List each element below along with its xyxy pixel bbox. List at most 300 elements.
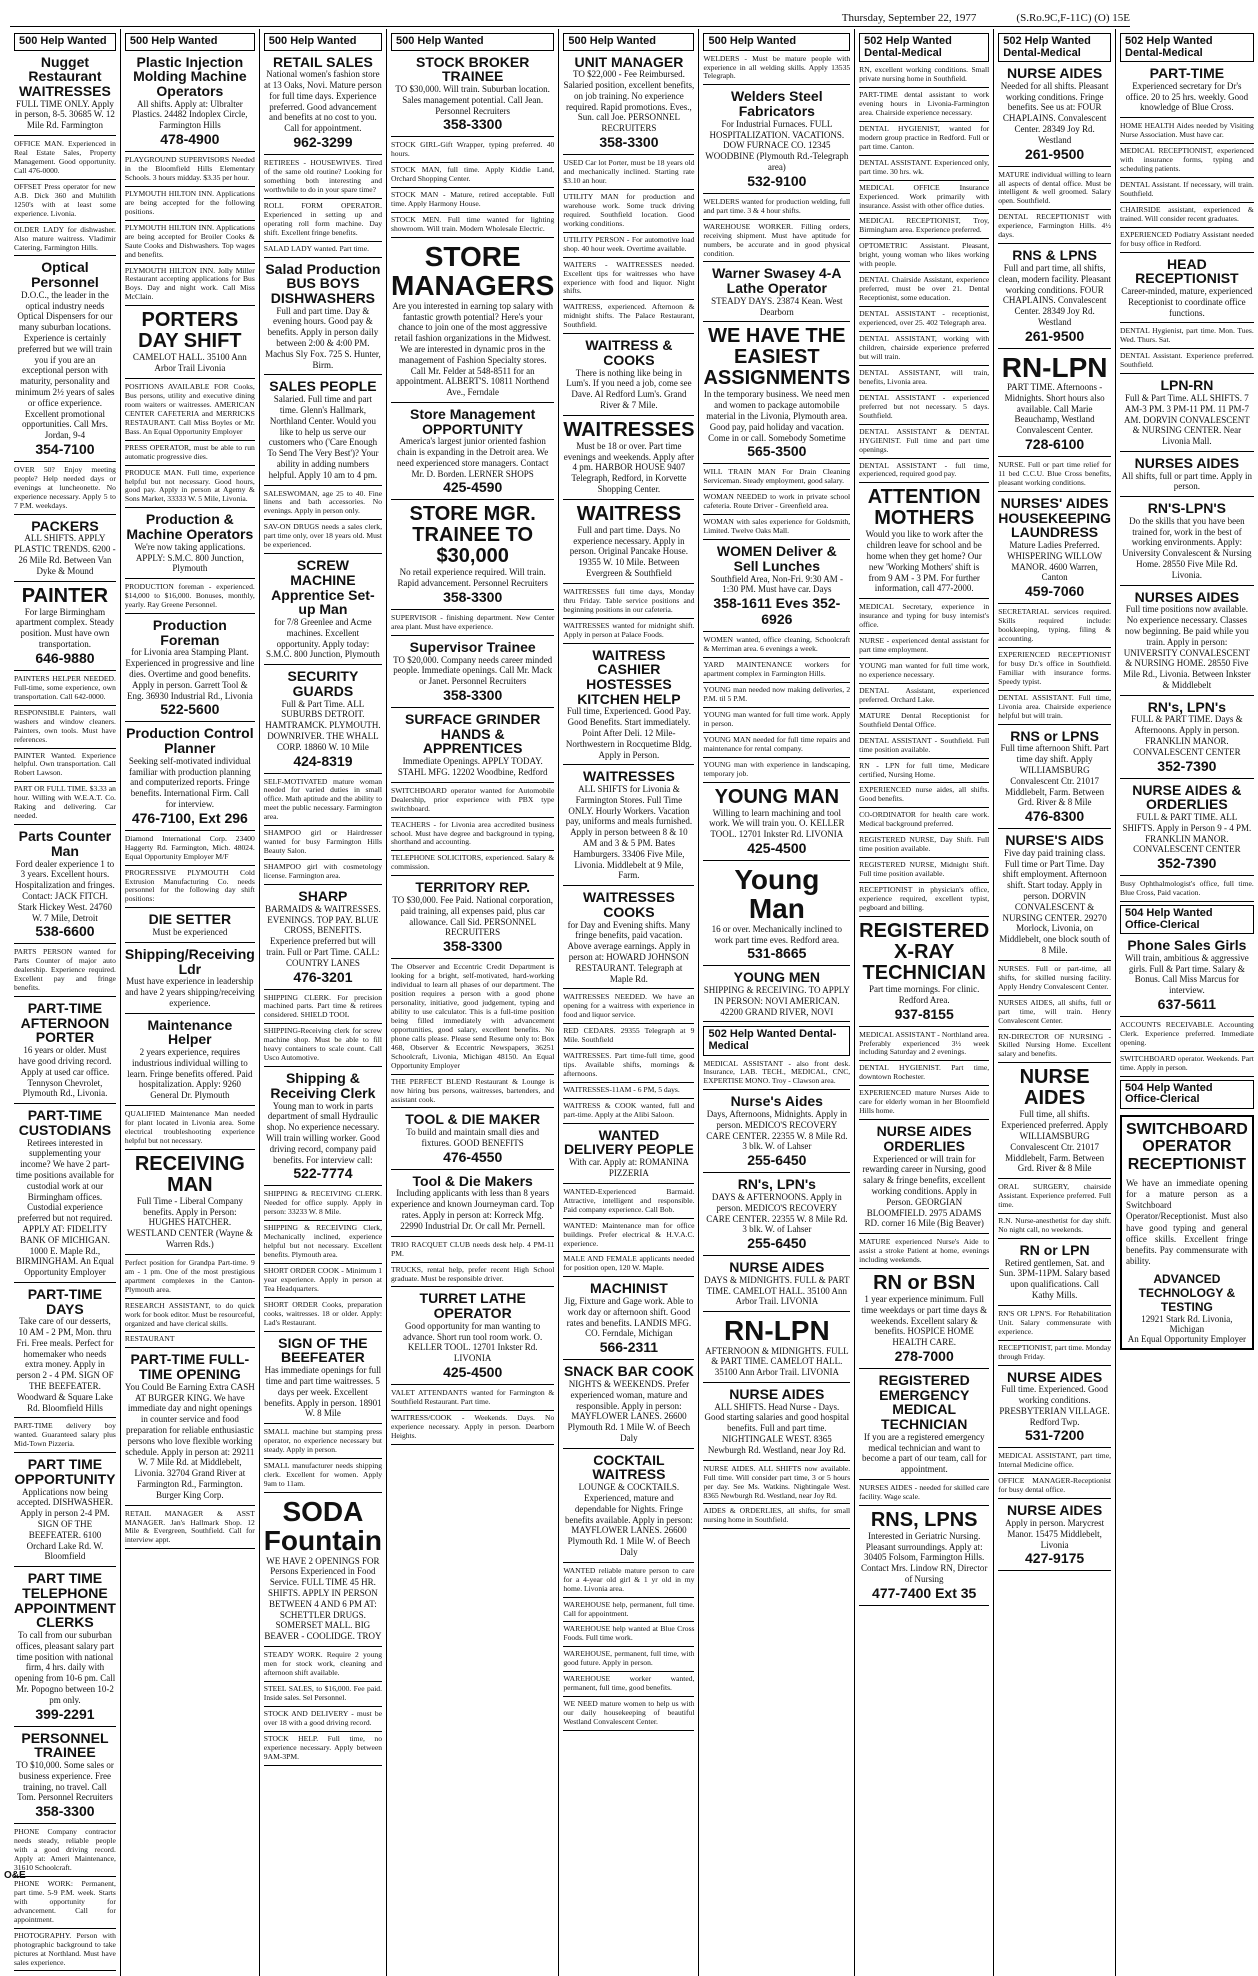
ad-phone: 261-9500 [1025, 327, 1085, 344]
classified-listing: SHORT ORDER COOK - Minimum 1 year experience. Apply in person at Tea Headquarters. [264, 1267, 382, 1298]
classified-listing: PART-TIME dental assistant to work evening hours in Livonia-Farmington area. Chairside experience necessary. [859, 91, 989, 122]
ad-body: TO $22,000 - Fee Reimbursed. Salaried position, excellent benefits, on job training. No experience required. Rapid promotions. Eves., Sun. call Joe. PERSONNEL RECRUITERS [563, 69, 695, 134]
ad-title: STORE MGR. TRAINEE TO $30,000 [409, 503, 536, 568]
ad-body: BARMAIDS & WAITRESSES. EVENINGS. TOP PAY. BLUE CROSS, BENEFITS. Experience preferred but will train. Full or Part Time. CALL: COUNTRY LANES [265, 903, 381, 968]
classified-listing: SUPERVISOR - finishing department. New Center area plant. Must have experience. [391, 614, 554, 636]
ad-phone: 358-1611 Eves 352-6926 [713, 595, 841, 628]
display-ad [563, 1364, 694, 1448]
ad-title: SURFACE GRINDER HANDS & APPRENTICES [404, 711, 541, 757]
ad-title: Nugget Restaurant WAITRESSES [19, 53, 111, 99]
classified-listing: RETAIL MANAGER & ASST MANAGER. Jan's Hallmark Shop. 12 Mile & Evergreen, Southfield. Call for interview appt. [125, 1510, 255, 1550]
classified-listing: PLYMOUTH HILTON INN. Jolly Miller Restaurant accepting applications for Bus Boys. Day and night work. Call Miss McClain. [125, 267, 255, 307]
classified-listing: WANTED reliable mature person to care for a 4-year old girl & 1 yr old in my home. Livonia area. [563, 1567, 694, 1598]
ad-body: FULL & PART TIME. ALL SHIFTS. Apply in Person 9 - 4 PM. FRANKLIN MANOR. CONVALESCENT CENTER [1122, 811, 1252, 855]
ad-body: Apply in person. Marycrest Manor. 15475 Middlebelt, Livonia [1005, 1517, 1105, 1550]
ad-title: Production Control Planner [126, 725, 254, 757]
ad-body: AFTERNOON & MIDNIGHTS. FULL & PART TIME. CAMELOT HALL. 35100 Ann Arbor Trail. LIVONIA [705, 1345, 849, 1378]
ad-body: NIGHTS & WEEKENDS. Prefer experienced woman, mature and responsible. Apply in person: MAYFLOWER LANES. 26600 Plymouth Rd. 1 Mile W. of Beech Daly [567, 1378, 691, 1443]
classified-listing: NURSES AIDES - needed for skilled care facility. Wage scale. [859, 1484, 989, 1506]
section-header: 500 Help Wanted [703, 33, 850, 51]
classified-listing: WAREHOUSE WORKER. Filling orders, receiving shipment. Must have aptitude for numbers, be accurate and in good physical condition. [703, 223, 850, 263]
classified-listing: WOMEN wanted, office cleaning, Schoolcraft & Merriman area. 6 evenings a week. [703, 636, 850, 658]
display-ad [391, 1291, 554, 1385]
display-ad [563, 338, 694, 416]
classified-listing: THE PERFECT BLEND Restaurant & Lounge is now hiring bus persons, waitresses, bartenders, and assistant cook. [391, 1078, 554, 1109]
classified-listing: DENTAL Hygienist, part time. Mon. Tues. Wed. Thurs. Sat. [1120, 327, 1254, 349]
display-ad [14, 1731, 116, 1825]
ad-title: REGISTERED EMERGENCY MEDICAL TECHNICIAN [878, 1371, 970, 1433]
ad-title: NURSES' AIDES HOUSEKEEPING LAUNDRESS [998, 494, 1112, 541]
ad-body: For large Birmingham apartment complex. Steady position. Must have own transportation. [15, 606, 115, 650]
classified-listing: DENTAL Assistant. Experience preferred. Southfield. [1120, 352, 1254, 374]
ad-body: Full time, all shifts. Experienced preferred. Apply WILLIAMSBURG Convalescent Ctr. 21017 Middlebelt, Farm. Between Grd. River & 8 Mile [1001, 1109, 1108, 1174]
display-ad [563, 1128, 694, 1184]
classified-listing: WAITRESSES NEEDED. We have an opening for a waitress with experience in food and liquor service. [563, 993, 694, 1024]
classified-listing: PHONE Company contractor needs steady, reliable people with a good driving record. Apply at: Ameri Maintenance, 31610 Schoolcraft. [14, 1828, 116, 1877]
display-ad [125, 1154, 255, 1255]
ad-body: TO $10,000. Some sales or business experience. Free training, no travel. Call Tom. Personnel Recruiters [16, 1759, 114, 1803]
ad-body: In the temporary business. We need men and women to package automobile material in the Livonia, Plymouth area. Good pay, paid holiday and vacation. Come in or call. Somebody Sometime [703, 389, 850, 443]
display-ad [703, 1177, 850, 1256]
classified-listing: MEDICAL OFFICE Insurance Experienced. Work primarily with insurance. Assist with other office duties. [859, 184, 989, 215]
classified-listing: YOUNG MAN needed for full time repairs and maintenance for rental company. [703, 736, 850, 758]
display-ad [703, 89, 850, 193]
classified-listing: WOMAN NEEDED to work in private school cafeteria. Route Driver - Greenfield area. [703, 493, 850, 515]
display-ad [703, 865, 850, 966]
classified-listing: MEDICAL RECEPTIONIST, experienced with insurance forms, typing and scheduling patients. [1120, 147, 1254, 178]
ad-phone: 532-9100 [747, 172, 807, 189]
classified-listing: NURSES AIDES, all shifts, full or part time, will train. Henry Convalescent Center. [998, 999, 1111, 1030]
display-ad [391, 640, 554, 708]
ad-title: PART-TIME AFTERNOON PORTER [20, 1000, 110, 1046]
ad-body: TO $20,000. Company needs career minded people. Immediate openings. Call Mr. Mack or Janet. Personnel Recruiters [393, 654, 553, 687]
display-ad [264, 379, 382, 485]
display-ad [264, 669, 382, 773]
classified-listing: YOUNG man wanted for full time work. Apply in person. [703, 711, 850, 733]
classified-listing: SWITCHBOARD operator wanted for Automobile Dealership, prior experience with PBX type switchboard. [391, 787, 554, 818]
classified-listing: PART-TIME delivery boy wanted. Guaranteed salary plus Mid-Town Pizzeria. [14, 1422, 116, 1453]
ad-title: STOCK BROKER TRAINEE [416, 53, 530, 85]
classified-listing: STOCK HELP. Full time, no experience necessary. Apply between 9AM-3PM. [264, 1735, 382, 1766]
ad-body: Part time mornings. For clinic. Redford Area. [868, 983, 980, 1005]
classified-listing: STOCK MEN. Full time wanted for lighting showroom. Will train. Modern Wholesale Electric. [391, 216, 554, 238]
ad-body: for Livonia area Stamping Plant. Experienced in progressive and line dies. Overtime and good benefits. Apply in person. Garrett Tool & Eng. 36930 Industrial Rd., Livonia [125, 647, 255, 701]
display-ad [1120, 938, 1254, 1017]
ad-body: DAYS & MIDNIGHTS. FULL & PART TIME. CAMELOT HALL. 35100 Ann Arbor Trail. LIVONIA [704, 1274, 850, 1307]
ad-title: SODA Fountain [263, 1495, 382, 1557]
ad-title: NURSES AIDES [1134, 454, 1240, 471]
display-ad [859, 921, 989, 1027]
classified-listing: TEACHERS - for Livonia area accredited business school. Must have degree and background in typing, shorthand and accounting. [391, 821, 554, 852]
ad-title: PORTERS DAY SHIFT [138, 309, 242, 353]
ad-body: LOUNGE & COCKTAILS. Experienced, mature and dependable for Nights. Fringe benefits available. Apply in person: MAYFLOWER LANES. 26600 Plymouth Rd. 1 Mile W. of Beech Daly [565, 1482, 693, 1557]
issue-date: Thursday, September 22, 1977 [841, 12, 977, 24]
classified-listing: WAITERS - WAITRESSES needed. Excellent tips for waitresses who have experience with food and liquor. Night shifts. [563, 261, 694, 301]
display-ad [1120, 783, 1254, 877]
ad-body: STEADY DAYS. 23874 Kean. West Dearborn [711, 295, 843, 317]
display-ad [703, 1094, 850, 1173]
display-ad [563, 1453, 694, 1563]
ad-title: STORE MANAGERS [391, 240, 555, 302]
display-ad [391, 1112, 554, 1169]
ad-body: WE HAVE 2 OPENINGS FOR Persons Experienced in Food Service. FULL TIME 45 HR. SHIFTS. APPLY IN PERSON BETWEEN 4 AND 6 PM AT: SCHETTLER DRUGS. SOMERSET MALL. BIG BEAVER - COOLIDGE. TROY [264, 1555, 382, 1642]
ad-body: Must be experienced [152, 927, 228, 938]
classified-listing: PRODUCE MAN. Full time, experience helpful but not necessary. Good hours, good pay. Apply in person at Agemy & Sons Market, 33333 W. 5 Mile, Livonia. [125, 469, 255, 509]
display-ad [859, 487, 989, 599]
classified-listing: TRIO RACQUET CLUB needs desk help. 4 PM-11 PM. [391, 1241, 554, 1263]
classified-listing: SHIPPING & RECEIVING CLERK. Needed for office supply. Apply in person: 33233 W. 8 Mile. [264, 1190, 382, 1221]
display-ad [14, 519, 116, 582]
ad-phone: 477-7400 Ext 35 [872, 1584, 977, 1601]
ad-body: 16 or over. Mechanically inclined to work part time eves. Redford area. [711, 923, 843, 945]
display-ad [563, 648, 694, 766]
ad-phone: 352-7390 [1157, 855, 1217, 872]
ad-body: Young man to work in parts department of small Hydraulic shop. No experience necessary. Will train willing worker. Good driving record, company paid benefits. For interview call: [265, 1100, 380, 1165]
classified-listing: SALESWOMAN, age 25 to 40. Fine linens and bath accessories. No evenings. Apply in person only. [264, 490, 382, 521]
ad-body: Will train, ambitious & aggressive girls. Full & Part time. Salary & Bonus. Call Miss Marcus for interview. [1124, 952, 1249, 996]
ad-title: NURSE'S AIDS [1005, 832, 1104, 849]
ad-body: TO $30,000. Will train. Suburban location. Sales management potential. Call Jean. Personnel Recruiters [395, 83, 550, 116]
ad-title: Parts Counter Man [18, 828, 112, 859]
classified-listing: PHONE WORK: Permanent, part time. 5-9 P.M. week. Starts with opportunity for advancement. Call for appointment. [14, 1880, 116, 1929]
classified-listing: REGISTERED NURSE, Midnight Shift. Full time position available. [859, 861, 989, 883]
classified-listing: POSITIONS AVAILABLE FOR Cooks, Bus persons, utility and executive dining room waiters or waitresses. AMERICAN CENTER CAFETERIA and MERRICKS RESTAURANT. Call Miss Boyles or Mr. Bass. An Equal Opportunity Employer [125, 383, 255, 441]
ad-body: Full time, Experienced. Good Pay. Good Benefits. Start immediately. Point After Deli. 12 Mile-Northwestern in Rocquetime Bldg. Apply in Person. [565, 706, 692, 760]
display-ad [563, 1281, 694, 1360]
ad-title: RECEIVING MAN [134, 1152, 245, 1196]
classified-listing: OPTOMETRIC Assistant. Pleasant, bright, young woman who likes working with people. [859, 242, 989, 273]
classified-listing: Perfect position for Grandpa Part-time. 9 am - 1 pm. One of the most prestigious apartment complexes in the Canton-Plymouth area. [125, 1259, 255, 1299]
display-ad [703, 970, 850, 1022]
classified-listing: CO-ORDINATOR for health care work. Medical background preferred. [859, 811, 989, 833]
ad-phone: 255-6450 [747, 1152, 807, 1169]
classified-listing: OFFSET Press operator for new A.B. Dick 360 and Multilith 1250's with at least some experience. Livonia. [14, 183, 116, 223]
classified-column [994, 29, 1116, 1976]
display-ad [391, 504, 554, 610]
classified-listing: YOUNG man wanted for full time work, no experience necessary. [859, 662, 989, 684]
classified-listing: PART OR FULL TIME. $3.33 an hour. Willing with W.E.A.T. Co. Raking and delivering. Car needed. [14, 785, 116, 825]
ad-body: National women's fashion store at 13 Oaks, Novi. Mature person for full time days. Experience preferred. Good advancement and benefits at no cost to you. Call for appointment. [264, 69, 382, 134]
ad-title: Supervisor Trainee [409, 638, 536, 655]
ad-body: No retail experience required. Will train. Rapid advancement. Personnel Recruiters [397, 567, 548, 589]
ad-phone: 637-5611 [1157, 996, 1217, 1013]
classified-listing: MEDICAL ASSISTANT - also front desk. Insurance, LAB. TECH., MEDICAL, CNC, EXPERTISE MONO. Troy - Clawson area. [703, 1060, 850, 1091]
section-header: 500 Help Wanted [125, 33, 255, 51]
ad-body: To call from our suburban offices, pleasant salary part time position with national firm, 4 hrs. daily with opening from 10-6 pm. Call Mr. Popogno between 10-2 pm only. [14, 1630, 116, 1705]
ad-phone: 358-3300 [35, 1803, 95, 1820]
display-ad [859, 1510, 989, 1606]
display-ad [1120, 456, 1254, 497]
ad-body: Mature Ladies Preferred. WHISPERING WILLOW MANOR. 4600 Warren, Canton [1007, 540, 1103, 583]
ad-title: Welders Steel Fabricators [731, 88, 823, 120]
classified-listing: R.N. Nurse-anesthetist for day shift. No night call, no weekends. [998, 1217, 1111, 1239]
classified-listing: WANTED: Maintenance man for office buildings. Prefer electrical & H.V.A.C. experience. [563, 1222, 694, 1253]
classified-listing: ORAL SURGERY, chairside Assistant. Experience preferred. Full time. [998, 1183, 1111, 1214]
ad-title: COCKTAIL WAITRESS [592, 1451, 666, 1483]
ad-title: WAITRESSES [563, 418, 695, 441]
ad-title: HEAD RECEPTIONIST [1135, 255, 1239, 287]
classified-column [260, 29, 387, 1976]
classified-listing: PAINTER Wanted. Experience helpful. Own transportation. Call Robert Lawson. [14, 752, 116, 783]
ad-title: SALES PEOPLE [269, 378, 377, 395]
classified-listing: RECEPTIONIST in physician's office, experience required, excellent typist, pegboard and billing. [859, 886, 989, 917]
ad-body: Willing to learn machining and tool work. We will train you. O. KELLER TOOL. 12701 Inkster Rd. LIVONIA [709, 807, 845, 840]
classified-listing: AIDES & ORDERLIES, all shifts, for small nursing home in Southfield. [703, 1507, 850, 1529]
ad-title: WAITRESS & COOKS [585, 337, 673, 368]
display-ad [1120, 590, 1254, 696]
display-ad [125, 947, 255, 1014]
ad-phone: 358-3300 [443, 938, 503, 955]
ad-phone: 478-4900 [160, 131, 220, 147]
classified-listing: OFFICE MAN. Experienced in Real Estate Sales, Property Management. Good opportunity. Call 476-0000. [14, 140, 116, 180]
ad-body: PART TIME. Afternoons - Midnights. Short hours also available. Call Marie Beauchamp, Westland Convalescent Center. [1004, 382, 1105, 436]
ad-title: PART-TIME FULL-TIME OPENING [130, 1351, 250, 1383]
ad-phone: 522-7774 [293, 1165, 353, 1182]
classified-listing: SECRETARIAL services required. Skills required include: bookkeeping, typing, filing & accounting. [998, 608, 1111, 648]
ad-phone: 531-8665 [747, 945, 807, 962]
ad-title: RNS or LPNS [1010, 727, 1099, 744]
classified-column [387, 29, 559, 1976]
classified-listing: DENTAL ASSISTANT - Southfield. Full time position available. [859, 737, 989, 759]
ad-body: Jig, Fixture and Gage work. Able to work day or afternoon shift. Good rates and benefits. LANDIS MFG. CO. Ferndale, Michigan [564, 1296, 694, 1339]
classified-listing: MATURE experienced Nurse's Aide to assist a stroke Patient at home, evenings including weekends. [859, 1238, 989, 1269]
ad-title: Maintenance Helper [147, 1016, 233, 1048]
ad-title: NURSE AIDES ORDERLIES [876, 1123, 972, 1154]
ad-title: Young Man [734, 863, 820, 925]
ad-title: SIGN OF THE BEEFEATER [278, 1334, 368, 1366]
display-ad [264, 55, 382, 155]
ad-title: TOOL & DIE MAKER [405, 1111, 541, 1128]
classified-listing: WELDERS wanted for production welding, full and part time. 3 & 4 hour shifts. [703, 198, 850, 220]
classified-listing: MEDICAL Secretary, experience in insurance and typing for busy internist's office. [859, 603, 989, 634]
ad-phone: 962-3299 [293, 134, 353, 151]
section-header: 500 Help Wanted [264, 33, 382, 51]
ad-title: Shipping & Receiving Clerk [270, 1070, 376, 1101]
classified-listing: SALAD LADY wanted. Part time. [264, 245, 382, 258]
classified-listing: YOUNG man needed now making deliveries, 2 P.M. til 5 P.M. [703, 686, 850, 708]
classified-column [699, 29, 855, 1976]
ad-body: FULL TIME ONLY. Apply in person, 8-5. 30685 W. 12 Mile Rd. Farmington [14, 98, 115, 131]
company-name: ADVANCED TECHNOLOGY & TESTING [1138, 1271, 1236, 1314]
display-ad [703, 544, 850, 632]
display-ad [563, 504, 694, 584]
display-ad [14, 1287, 116, 1419]
classified-listing: STOCK MAN - Mature, retired acceptable. Full time. Apply Harmony House. [391, 191, 554, 213]
ad-body: Full and part time. Days. No experience necessary. Apply in person. Original Pancake House. 19355 W. 10 Mile. Between Evergreen & Southfield [569, 524, 689, 578]
ad-title: MACHINIST [590, 1280, 668, 1297]
display-ad [859, 1273, 989, 1369]
ad-body: We have an immediate opening for a mature person as a Switchboard Operator/Receptionist. Must also have good typing and general office skills. Excellent fringe benefits. Pay commensurate with ability. [1126, 1177, 1248, 1267]
footer-mark: O&E [4, 1870, 26, 1881]
classified-listing: ROLL FORM OPERATOR. Experienced in setting up and operating roll form machine. Day shift. Excellent fringe benefits. [264, 202, 382, 242]
display-ad [391, 242, 554, 403]
display-ad [1120, 66, 1254, 118]
ad-title: SNACK BAR COOK [563, 1363, 694, 1380]
classified-listing: MATURE individual willing to learn all aspects of dental office. Must be intelligent & well groomed. Salary open. Southfield. [998, 171, 1111, 211]
ad-body: Applications now being accepted. DISHWASHER. Apply in person 2-4 PM. SIGN OF THE BEEFEATER. 6100 Orchard Lake Rd. W. Bloomfield [16, 1486, 114, 1562]
classified-listing: WOMAN with sales experience for Goldsmith, Limited. Twelve Oaks Mall. [703, 518, 850, 540]
ad-title: NURSE AIDES [1007, 1502, 1103, 1519]
classified-column [855, 29, 994, 1976]
display-ad [14, 586, 116, 671]
classified-listing: RETIREES - HOUSEWIVES. Tired of the same old routine? Looking for something both interesting and worthwhile to do in your spare time? [264, 159, 382, 199]
classified-column [1116, 29, 1258, 1976]
ad-body: If you are a registered emergency medical technician and want to become a part of our team, call for appointment. [861, 1431, 987, 1475]
ad-body: Take care of our desserts, 10 AM - 2 PM, Mon. thru Fri. Free meals. Perfect for homemaker who needs extra money. Apply in person 2 - 4 PM. SIGN OF THE BEEFEATER. Woodward & Square Lake Rd. Bloomfield Hills [16, 1316, 114, 1413]
ad-phone: 358-3300 [443, 589, 503, 606]
ad-body: DAYS & AFTERNOONS. Apply in person. MEDICO'S RECOVERY CARE CENTER. 22355 W. 8 Mile Rd. 3 blk. W. of Lahser [706, 1191, 848, 1235]
display-ad [998, 1503, 1111, 1571]
ad-phone: 538-6600 [35, 923, 95, 940]
ad-body: Do the skills that you have been trained for, work in the best of working environments. Apply: University Convalescent & Nursing Home. 28550 Five Mile Rd. Livonia. [1122, 515, 1252, 580]
classified-listing: SHIPPING & RECEIVING Clerk, Mechanically inclined, experience helpful but not necessary. Excellent benefits. Plymouth area. [264, 1224, 382, 1264]
classified-listing: DENTAL HYGIENIST, wanted for modern group practice in Redford. Full or part time. Canton. [859, 125, 989, 156]
ad-body: Ford dealer experience 1 to 3 years. Excellent hours. Hospitalization and fringes. Contact: JACK FITCH. Stark Hickey West. 24760 W. 7 Mile, Detroit [15, 858, 115, 923]
classified-listing: RN, excellent working conditions. Small private nursing home in Southfield. [859, 66, 989, 88]
ad-phone: 522-5600 [160, 701, 220, 718]
ad-title: WAITRESSES COOKS [583, 889, 675, 920]
ad-title: WAITRESSES [583, 768, 675, 785]
display-ad [1120, 700, 1254, 779]
classified-listing: PLAYGROUND SUPERVISORS Needed in the Bloomfield Hills Elementary Schools. 3 hours midday. $3.35 per hour. [125, 156, 255, 187]
ad-body: You Could Be Earning Extra CASH AT BURGER KING. We have immediate day and night openings in counter service and food preparation for reliable enthusiastic persons who love flexible working schedule. Apply in person at: 29211 W. 7 Mile Rd. at Middlebelt, Livonia. 32704 Grand River at Farmington Rd., Farmington. Burger King Corp. [124, 1381, 255, 1500]
ad-body: Would you like to work after the children leave for school and be home when they get home? Our new 'Working Mothers' shift is from 9 AM - 3 PM. For further information, call 477-2000. [865, 529, 983, 594]
ad-phone: 399-2291 [35, 1705, 95, 1722]
classified-listing: SHAMPOO girl with cosmetology license. Farmington area. [264, 863, 382, 885]
display-ad [14, 1571, 116, 1726]
classified-listing: SHIPPING-Receiving clerk for screw machine shop. Must be able to fill heavy containers to scale count. Call Usco Automotive. [264, 1027, 382, 1067]
classified-listing: PHOTOGRAPHY. Person with photographic background to take pictures at Northland. Must have sales experience. [14, 1932, 116, 1972]
classified-listing: WAITRESSES-11AM - 6 PM, 5 days. [563, 1086, 694, 1099]
ad-phone: 476-3201 [293, 968, 353, 985]
display-ad [125, 310, 255, 379]
ad-title: Phone Sales Girls [1127, 937, 1247, 954]
classified-listing: STOCK AND DELIVERY - must be over 18 with a good driving record. [264, 1710, 382, 1732]
display-ad [1120, 378, 1254, 452]
ad-body: There is nothing like being in Lum's. If you need a job, come see Dave. Al Redford Lum's. Grand River & 7 Mile. [566, 367, 692, 411]
ad-body: 16 years or older. Must have good driving record. Apply at used car office. Tennyson Chevrolet, Plymouth Rd., Livonia. [18, 1045, 112, 1099]
classified-column [10, 29, 121, 1976]
display-ad [14, 55, 116, 136]
section-header: 504 Help Wanted Office-Clerical [1120, 905, 1254, 934]
ad-title: Production Foreman [152, 617, 227, 648]
classified-listing: WAITRESS/COOK - Weekends. Days. No experience necessary. Apply in person. Dearborn Heights. [391, 1414, 554, 1445]
classified-listing: DENTAL ASSISTANT, working with children, chairside experience preferred but will train. [859, 335, 989, 366]
classified-listing: RESEARCH ASSISTANT, to do quick work for book editor. Must be resourceful, organized and have clerical skills. [125, 1302, 255, 1333]
ad-title: Salad Production BUS BOYS DISHWASHERS [265, 260, 381, 306]
ad-body: To build and maintain small dies and fixtures. GOOD BENEFITS [406, 1127, 540, 1148]
ad-body: Must be 18 or over. Part time evenings and weekends. Apply after 4 pm. HARBOR HOUSE 9407 Telegraph, Redford, in Korvette Shopping Center. [563, 440, 695, 495]
classified-listing: NURSES. Full or part-time, all shifts, for skilled nursing facility. Apply Hendry Convalescent Center. [998, 965, 1111, 996]
ad-title: WOMEN Deliver & Sell Lunches [716, 543, 837, 574]
display-ad [391, 55, 554, 138]
ad-body: for 7/8 Greenlee and Acme machines. Excellent opportunity. Apply today: S.M.C. 800 Junction, Plymouth [266, 616, 380, 660]
classified-listing: PROGRESSIVE PLYMOUTH Cold Extrusion Manufacturing Co. needs personnel for the following day shift positions: [125, 869, 255, 909]
ad-body: Seeking self-motivated individual familiar with production planning and computerized reports. Fringe benefits. International Firm. Call for interview. [128, 755, 251, 809]
display-ad [703, 1260, 850, 1312]
ad-title: RN'S-LPN'S [1147, 500, 1226, 517]
display-ad [264, 889, 382, 989]
classified-listing: Busy Ophthalmologist's office, full time. Blue Cross, Paid vacation. [1120, 880, 1254, 902]
classified-listing: DENTAL ASSISTANT - experienced preferred but not necessary. 5 days. Southfield. [859, 394, 989, 425]
display-ad [563, 420, 694, 500]
ad-body: Full time positions now available. No experience necessary. Classes now beginning. Be paid while you train. Apply in person: UNIVERSITY CONVALESCENT & NURSING HOME. 28550 Five Mile Rd., Livonia. Between Inkster & Middlebelt [1123, 604, 1251, 690]
ad-title: PART-TIME CUSTODIANS [18, 1107, 112, 1138]
ad-body: Salaried. Full time and part time. Glenn's Hallmark, Northland Center. Would you like to help us serve our customers who ('Care Enough To Send The Very Best')? Your ability in adding numbers helpful. Apply 10 am to 4 pm. [267, 394, 379, 480]
ad-body: All shifts, full or part time. Apply in person. [1121, 470, 1252, 492]
classified-listing: MATURE Dental Receptionist for Southfield Dental Office. [859, 712, 989, 734]
ad-body: Experienced secretary for Dr's office. 20 to 25 hrs. weekly. Good knowledge of Blue Cross. [1125, 80, 1249, 113]
ad-title: Store Management OPPORTUNITY [410, 405, 536, 437]
ad-phone: 476-7100, Ext 296 [131, 809, 248, 826]
classified-listing: EXPERIENCED RECEPTIONIST for busy Dr.'s office in Southfield. Familiar with insurance forms. Speedy typist. [998, 651, 1111, 691]
display-ad [125, 726, 255, 830]
ad-title: NURSE AIDES [1019, 1066, 1090, 1110]
masthead [10, 10, 1130, 27]
classified-listing: SELF-MOTIVATED mature woman needed for varied duties in small office. Math aptitude and the ability to meet the public necessary. Farmington area. [264, 778, 382, 827]
display-ad [125, 912, 255, 942]
ad-title: RN's, LPN's [737, 1176, 816, 1193]
classified-listing: RN'S OR LPN'S. For Rehabilitation Unit. Salary commensurate with experience. [998, 1310, 1111, 1341]
classified-listing: WAITRESSES. Part time-full time, good tips. Available shifts, mornings & afternoons. [563, 1052, 694, 1083]
classified-listing: DENTAL ASSISTANT - full time, experienced, required good pay. [859, 462, 989, 484]
section-header: 504 Help Wanted Office-Clerical [1120, 1080, 1254, 1109]
ad-phone: 476-8300 [1025, 808, 1085, 825]
ad-title: PART TIME OPPORTUNITY [14, 1456, 116, 1487]
classified-listing: WILL TRAIN MAN For Drain Cleaning Serviceman. Steady employment, good salary. [703, 468, 850, 490]
display-ad [1120, 257, 1254, 324]
ad-title: PERSONNEL TRAINEE [21, 1729, 109, 1761]
ad-phone: 352-7390 [1157, 757, 1217, 774]
ad-title: TURRET LATHE OPERATOR [419, 1290, 526, 1322]
classified-listing: WAREHOUSE help, permanent, full time. Call for appointment. [563, 1601, 694, 1623]
ad-title: NURSE AIDES [1007, 65, 1103, 82]
classified-listing: STEEL SALES, to $16,000. Fee paid. Inside sales. Sel Personnel. [264, 1685, 382, 1707]
classified-listing: WAREHOUSE help wanted at Blue Cross Foods. Full time work. [563, 1625, 694, 1647]
classified-listing: SWITCHBOARD operator. Weekends. Part time. Apply in person. [1120, 1055, 1254, 1077]
classified-listing: PLYMOUTH HILTON INN. Applications are being accepted for the following positions. [125, 190, 255, 221]
ad-phone: 354-7100 [35, 441, 95, 458]
classified-listing: WAREHOUSE, permanent, full time, with good future. Apply in person. [563, 1650, 694, 1672]
classified-listing: WAITRESSES full time days, Monday thru Friday. Table service positions and beginning positions in our cafeteria. [563, 588, 694, 619]
display-ad [998, 353, 1111, 457]
ad-title: ATTENTION MOTHERS [867, 486, 981, 530]
classified-listing: WELDERS - Must be mature people with experience in all welding skills. Apply 13535 Telegraph. [703, 55, 850, 86]
classified-listing: DENTAL ASSISTANT, will train, benefits, Livonia area. [859, 369, 989, 391]
ad-title: RN's, LPN's [1147, 698, 1226, 715]
ad-title: NURSE AIDES [1007, 1368, 1103, 1385]
classified-listing: SAV-ON DRUGS needs a sales clerk, part time only, over 18 years old. Must be experienced. [264, 523, 382, 554]
display-ad [703, 787, 850, 861]
ad-body: Full & Part Time. ALL SHIFTS. 7 AM-3 PM. 3 PM-11 PM. 11 PM-7 AM. DORVIN CONVALESCENT & NURSING CENTER. Near Livonia Mall. [1123, 392, 1250, 447]
ad-phone: 937-8155 [894, 1005, 954, 1022]
classified-listing: MEDICAL ASSISTANT - Northland area. Preferably experienced 3½ week including Saturday and 2 evenings. [859, 1031, 989, 1062]
classified-listing: TRUCKS, rental help, prefer recent High School graduate. Must be responsible driver. [391, 1266, 554, 1288]
ad-title: REGISTERED X-RAY TECHNICIAN [859, 919, 990, 984]
ad-body: Interested in Geriatric Nursing. Pleasant surroundings. Apply at: 30405 Folsom, Farmington Hills. Contact Mrs. Lindow RN, Director of Nursing [860, 1530, 988, 1585]
classified-listing: ACCOUNTS RECEIVABLE. Accounting Clerk. Experience preferred. Immediate opening. [1120, 1021, 1254, 1052]
ad-body: ALL SHIFTS for Livonia & Farmington Stores. Full Time ONLY. Hourly Workers. Vacation pay, uniforms and meals furnished. Apply in person between 8 & 10 AM and 3 & 5 PM. Bates Hamburgers. 33406 Five Mile, Livonia. Middlebelt at 9 Mile, Farm. [565, 783, 693, 881]
ad-body: America's largest junior oriented fashion chain is expanding in the Detroit area. We need experienced store managers. Contact Mr. D. Borden. LERNER SHOPS [396, 436, 549, 479]
ad-phone: 565-3500 [747, 443, 807, 460]
ad-body: Are you interested in earning top salary with fantastic growth potential? Here's your chance to join one of the most aggressive retail fashion organizations in the Midwest. We are interested in dynamic pros in the management of Fashion Specialty stores. Call Mr. Felder at 548-8511 for an appointment. ALBERT'S. 10811 Northend Ave., Ferndale [392, 300, 554, 398]
classified-listing: SHORT ORDER Cooks, preparation cooks, waitresses. 18 or older. Apply: Lad's Restaurant. [264, 1301, 382, 1332]
classified-listing: VALET ATTENDANTS wanted for Farmington & Southfield Restaurant. Part time. [391, 1389, 554, 1411]
display-ad [125, 1018, 255, 1106]
ad-body: Experienced or will train for rewarding career in Nursing, good salary & fringe benefits, excellent working conditions. Apply in Person. GEORGIAN BLOOMFIELD. 2975 ADAMS RD. corner 16 Mile (Big Beaver) [862, 1153, 987, 1229]
display-ad [563, 55, 694, 155]
classified-listing: WAITRESS & COOK wanted, full and part-time. Apply at the Alibi Saloon. [563, 1102, 694, 1124]
